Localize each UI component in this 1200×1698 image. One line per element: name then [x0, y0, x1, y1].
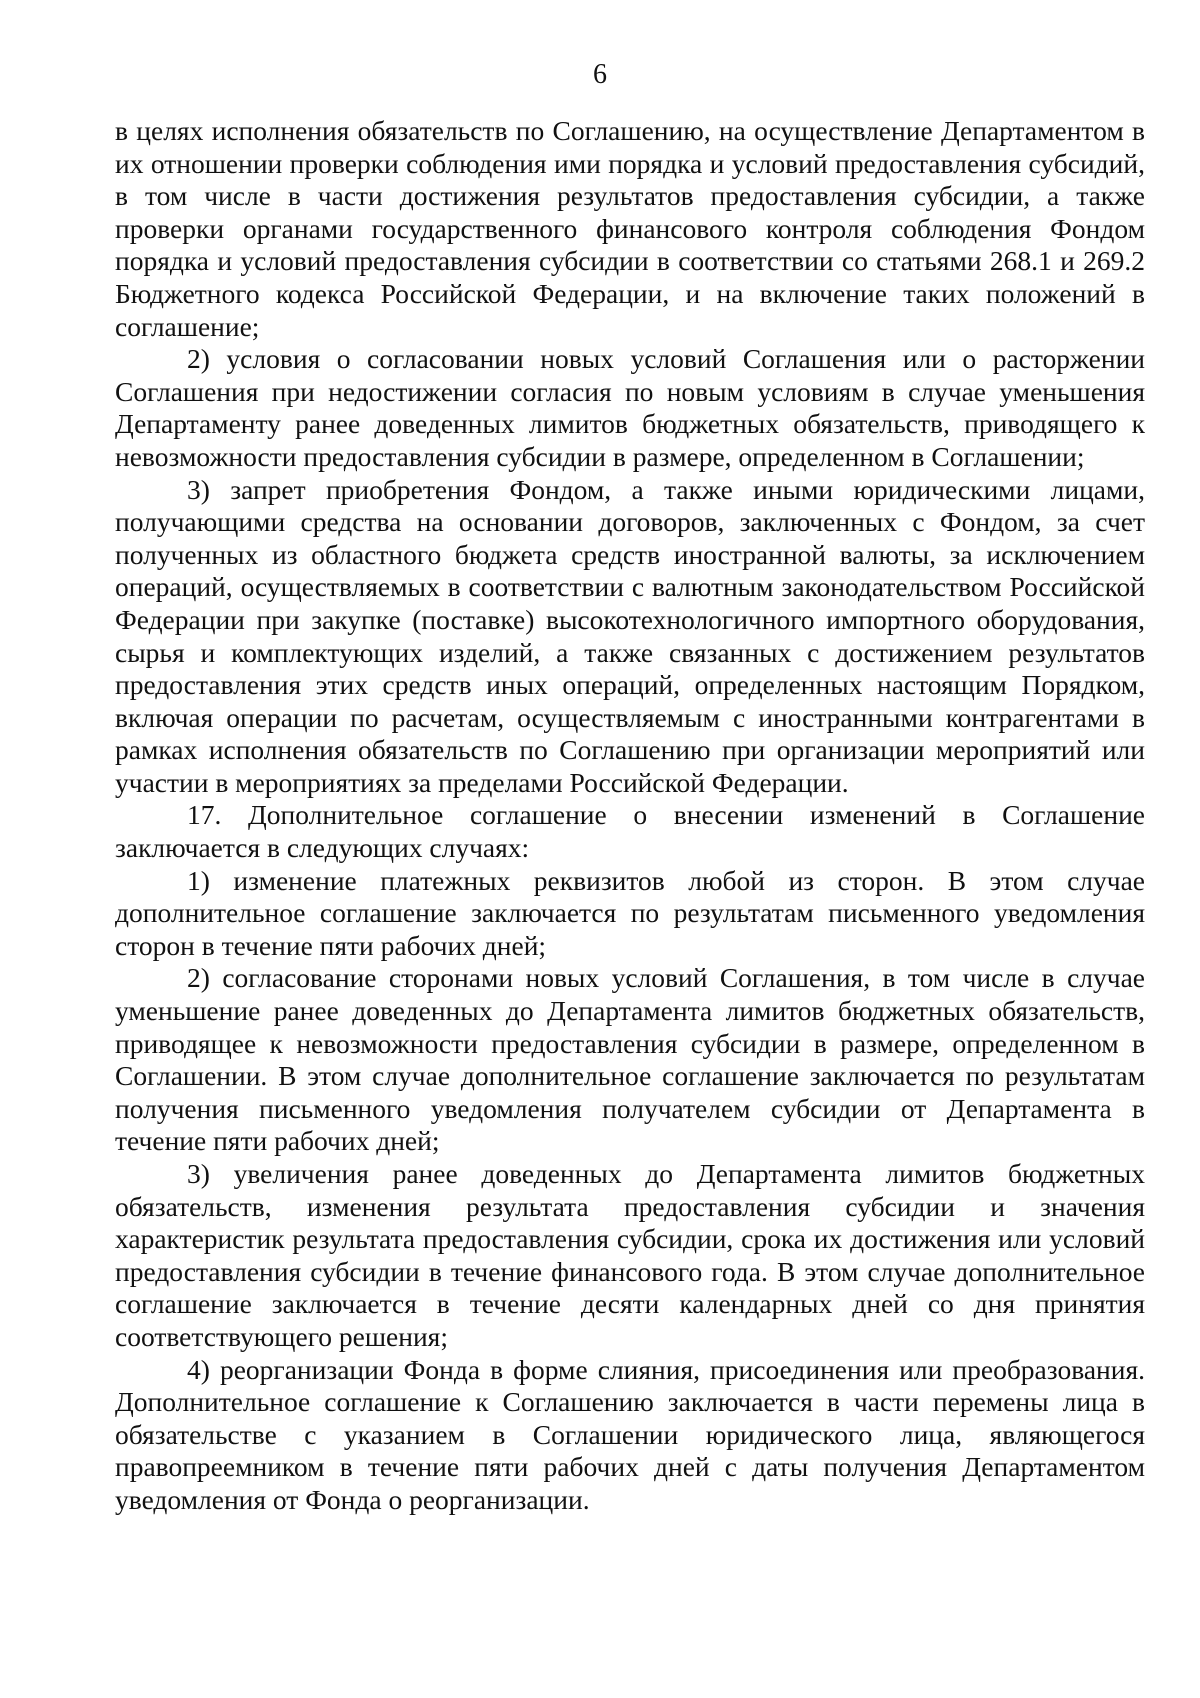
paragraph-case-2-new-conditions: 2) согласование сторонами новых условий Соглашения, в том числе в случае уменьшение ранее доведенных до Департамента лимитов бюджетных обязательств, приводящее к невозможности предоставления субсидии в размере, определенном в Соглашении. В этом случае дополнительное соглашение заключается по результатам получения письменного уведомления получателем субсидии от Департамента в течение пяти рабочих дней; — [115, 962, 1145, 1157]
paragraph-case-1-payment-details: 1) изменение платежных реквизитов любой из сторон. В этом случае дополнительное соглашение заключается по результатам письменного уведомления сторон в течение пяти рабочих дней; — [115, 864, 1145, 961]
paragraph-case-4-reorganization: 4) реорганизации Фонда в форме слияния, присоединения или преобразования. Дополнительное соглашение к Соглашению заключается в части перемены лица в обязательстве с указанием в Соглашении юридического лица, являющегося правопреемником в течение пяти рабочих дней с даты получения Департаментом уведомления от Фонда о реорганизации. — [115, 1353, 1145, 1515]
paragraph-item-2-agreement-conditions: 2) условия о согласовании новых условий Соглашения или о расторжении Соглашения при недостижении согласия по новым условиям в случае уменьшения Департаменту ранее доведенных лимитов бюджетных обязательств, приводящего к невозможности предоставления субсидии в размере, определенном в Соглашении; — [115, 343, 1145, 472]
paragraph-continuation: в целях исполнения обязательств по Соглашению, на осуществление Департаментом в их отношении проверки соблюдения ими порядка и условий предоставления субсидий, в том числе в части достижения результатов предоставления субсидии, а также проверки органами государственного финансового контроля соблюдения Фондом порядка и условий предоставления субсидии в соответствии со статьями 268.1 и 269.2 Бюджетного кодекса Российской Федерации, и на включение таких положений в соглашение; — [115, 115, 1145, 342]
paragraph-case-3-limit-increase: 3) увеличения ранее доведенных до Департамента лимитов бюджетных обязательств, изменения результата предоставления субсидии и значения характеристик результата предоставления субсидии, срока их достижения или условий предоставления субсидии в течение финансового года. В этом случае дополнительное соглашение заключается в течение десяти календарных дней со дня принятия соответствующего решения; — [115, 1158, 1145, 1352]
paragraph-item-3-currency-prohibition: 3) запрет приобретения Фондом, а также иными юридическими лицами, получающими средства на основании договоров, заключенных с Фондом, за счет полученных из областного бюджета средств иностранной валюты, за исключением операций, осуществляемых в соответствии с валютным законодательством Российской Федерации при закупке (поставке) высокотехнологичного импортного оборудования, сырья и комплектующих изделий, а также связанных с достижением результатов предоставления этих средств иных операций, определенных настоящим Порядком, включая операции по расчетам, осуществляемым с иностранными контрагентами в рамках исполнения обязательств по Соглашению при организации мероприятий или участии в мероприятиях за пределами Российской Федерации. — [115, 473, 1145, 798]
page-number: 6 — [593, 59, 607, 90]
paragraph-section-17: 17. Дополнительное соглашение о внесении изменений в Соглашение заключается в следующих случаях: — [115, 799, 1145, 864]
document-body — [115, 115, 1145, 1517]
